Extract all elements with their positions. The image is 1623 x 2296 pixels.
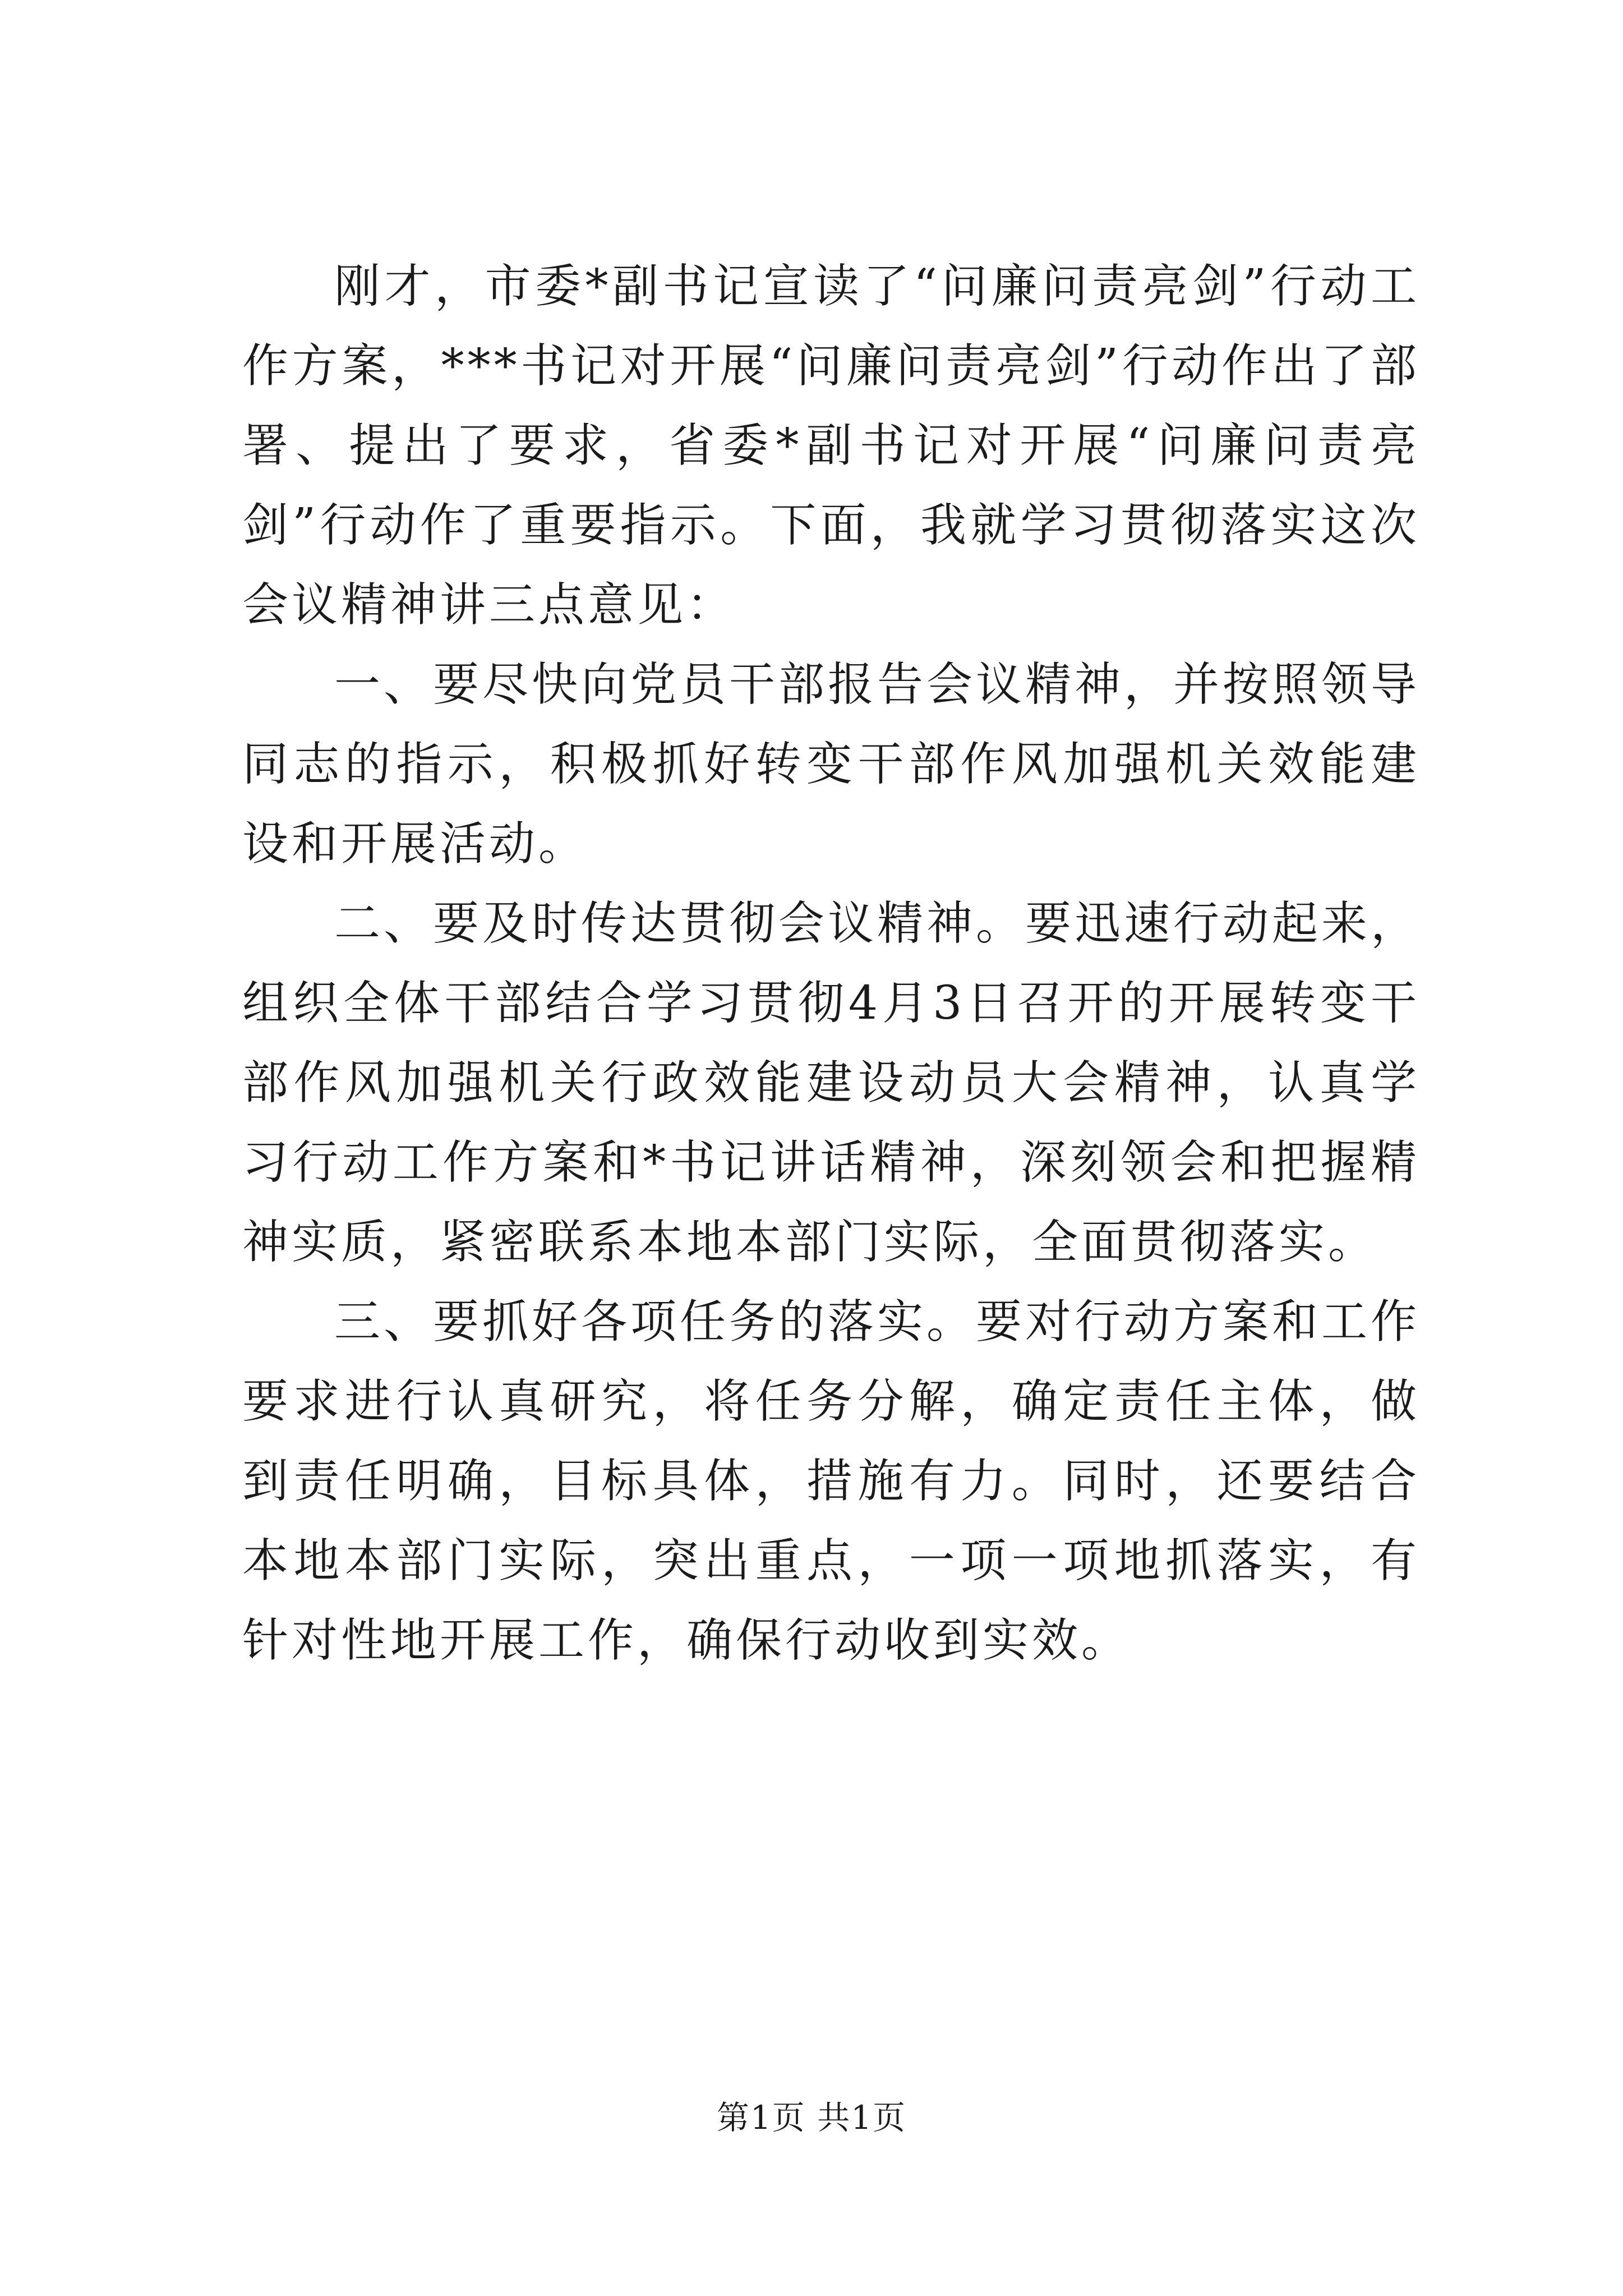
paragraph-point-one: 一、要尽快向党员干部报告会议精神，并按照领导同志的指示，积极抓好转变干部作风加强机关效能建设和开展活动。 <box>242 658 1421 871</box>
paragraph-intro: 刚才，市委*副书记宣读了“问廉问责亮剑”行动工作方案，***书记对开展“问廉问责亮剑”行动作出了部署、提出了要求，省委*副书记对开展“问廉问责亮剑”行动作了重要指示。下面，我就学习贯彻落实这次会议精神讲三点意见： <box>242 260 1420 632</box>
document-body <box>242 247 1420 1681</box>
paragraph-point-two: 二、要及时传达贯彻会议精神。要迅速行动起来，组织全体干部结合学习贯彻4月3日召开的开展转变干部作风加强机关行政效能建设动员大会精神，认真学习行动工作方案和*书记讲话精神，深刻领会和把握精神实质，紧密联系本地本部门实际，全面贯彻落实。 <box>242 897 1421 1269</box>
paragraph-point-three: 三、要抓好各项任务的落实。要对行动方案和工作要求进行认真研究，将任务分解，确定责任主体，做到责任明确，目标具体，措施有力。同时，还要结合本地本部门实际，突出重点，一项一项地抓落实，有针对性地开展工作，确保行动收到实效。 <box>242 1295 1421 1667</box>
page-number-footer: 第1页 共1页 <box>716 2099 907 2137</box>
